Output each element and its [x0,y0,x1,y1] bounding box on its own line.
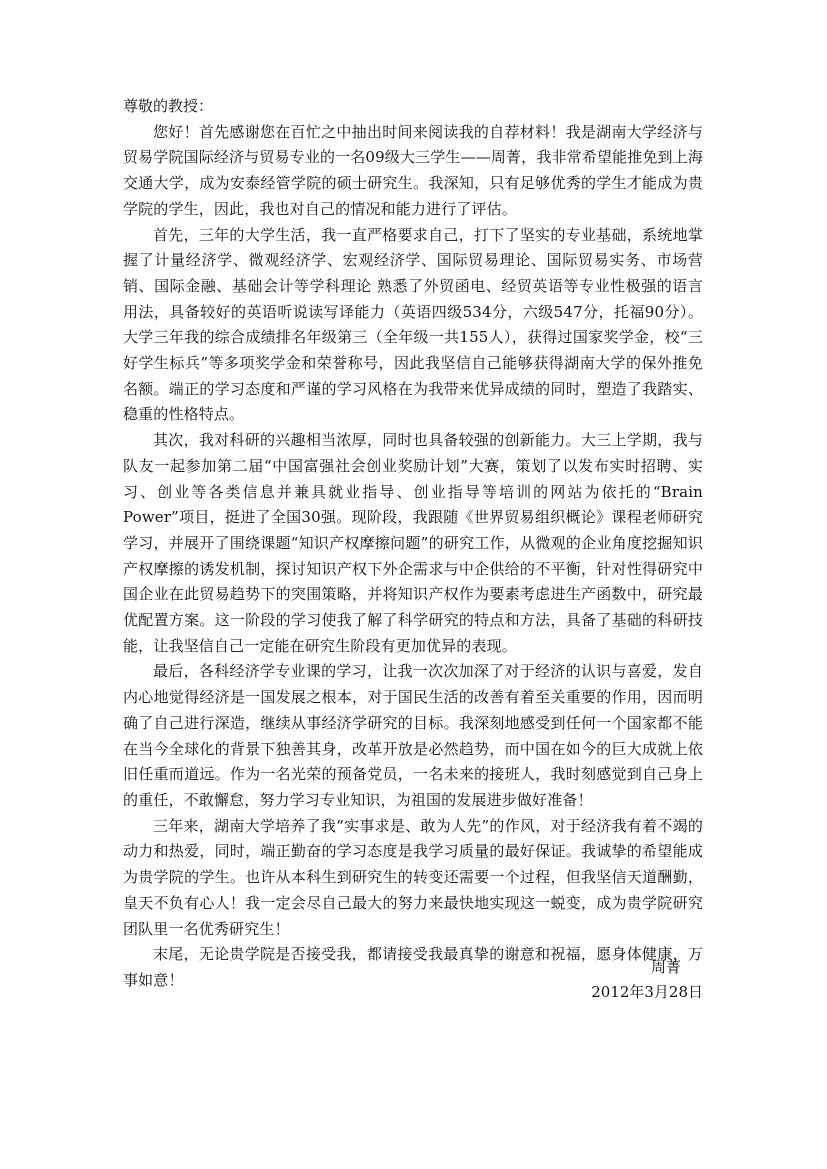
salutation: 尊敬的教授： [123,97,214,115]
paragraph-academics: 首先，三年的大学生活，我一直严格要求自己，打下了坚实的专业基础，系统地掌握了计量经济学、微观经济学、宏观经济学、国际贸易理论、国际贸易实务、市场营销、国际金融、基础会计等学科理论 熟悉了外贸函电、经贸英语等专业性极强的语言用法，具备较好的英语听说读写译能力（英语四级534分，六级547分，托福90分）。大学三年我的综合成绩排名年级第三（全年级一共155人），获得过国家奖学金，校“三好学生标兵”等多项奖学金和荣誉称号，因此我坚信自己能够获得湖南大学的保外推免名额。端正的学习态度和严谨的学习风格在为我带来优异成绩的同时，塑造了我踏实、稳重的性格特点。 [123,225,703,424]
signature-block [123,956,703,1003]
signature-name: 周菁 [650,958,681,976]
paragraph-reflection: 三年来，湖南大学培养了我“实事求是、敢为人先”的作风，对于经济我有着不竭的动力和热爱，同时，端正勤奋的学习态度是我学习质量的最好保证。我诚挚的希望能成为贵学院的学生。也许从本科生到研究生的转变还需要一个过程，但我坚信天道酬勤，皇天不负有心人！我一定会尽自己最大的努力来最快地实现这一蜕变，成为贵学院研究团队里一名优秀研究生！ [123,816,703,938]
paragraph-closing: 末尾，无论贵学院是否接受我，都请接受我最真挚的谢意和祝福，愿身体健康，万事如意！ [123,945,703,989]
paragraph-greeting: 您好！首先感谢您在百忙之中抽出时间来阅读我的自荐材料！我是湖南大学经济与贸易学院国际经济与贸易专业的一名09级大三学生——周菁，我非常希望能推免到上海交通大学，成为安泰经管学院的硕士研究生。我深知，只有足够优秀的学生才能成为贵学院的学生，因此，我也对自己的情况和能力进行了评估。 [123,122,703,218]
paragraph-motivation: 最后，各科经济学专业课的学习，让我一次次加深了对于经济的认识与喜爱，发自内心地觉得经济是一国发展之根本，对于国民生活的改善有着至关重要的作用，因而明确了自己进行深造，继续从事经济学研究的目标。我深刻地感受到任何一个国家都不能在当今全球化的背景下独善其身，改革开放是必然趋势，而中国在如今的巨大成就上依旧任重而道远。作为一名光荣的预备党员，一名未来的接班人，我时刻感觉到自己身上的重任，不敢懈怠，努力学习专业知识，为祖国的发展进步做好准备！ [123,662,703,809]
signature-date: 2012年3月28日 [591,983,703,1001]
letter-body [123,94,703,1001]
paragraph-research: 其次，我对科研的兴趣相当浓厚，同时也具备较强的创新能力。大三上学期，我与队友一起参加第二届“中国富强社会创业奖励计划”大赛，策划了以发布实时招聘、实习、创业等各类信息并兼具就业指导、创业指导等培训的网站为依托的“Brain Power”项目，挺进了全国30强。现阶段，我跟随《世界贸易组织概论》课程老师研究学习，并展开了围绕课题“知识产权摩擦问题”的研究工作，从微观的企业角度挖掘知识产权摩擦的诱发机制，探讨知识产权下外企需求与中企供给的不平衡，针对性得研究中国企业在此贸易趋势下的突围策略，并将知识产权作为要素考虑进生产函数中，研究最优配置方案。这一阶段的学习使我了解了科学研究的特点和方法，具备了基础的科研技能，让我坚信自己一定能在研究生阶段有更加优异的表现。 [123,431,703,655]
